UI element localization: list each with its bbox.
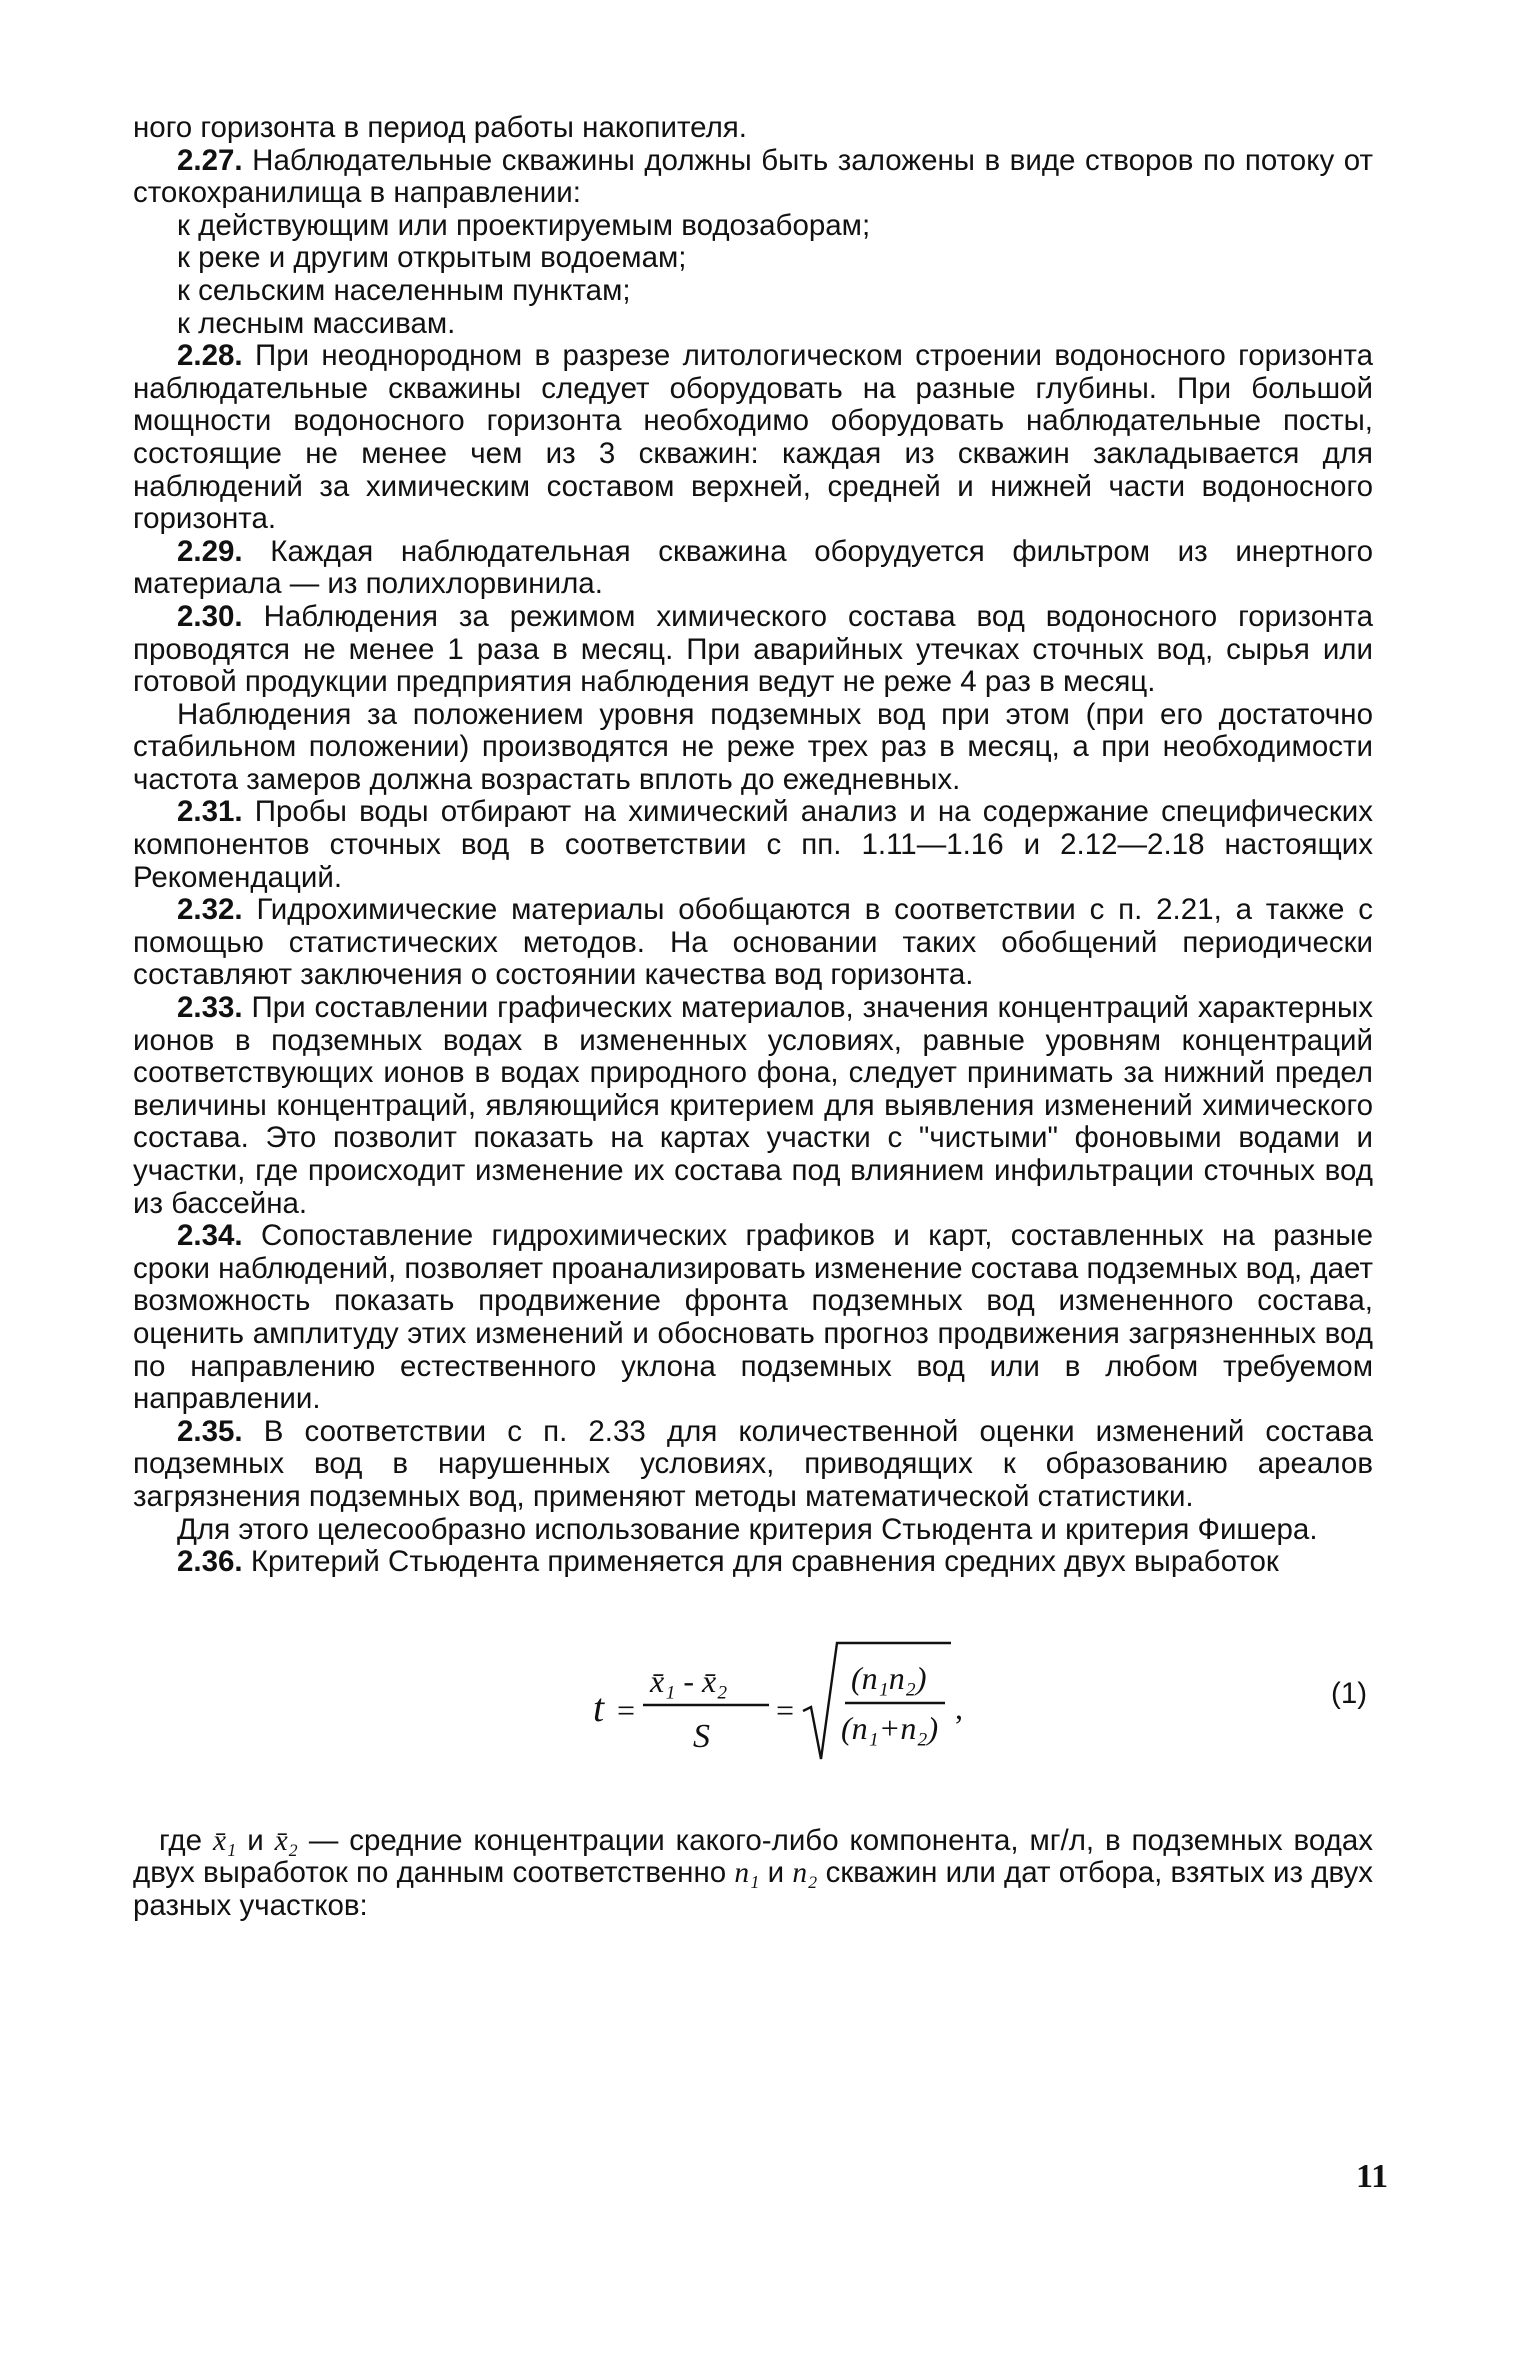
paragraph-2-28	[133, 340, 1373, 536]
page-number: 11	[1356, 2158, 1389, 2195]
paragraph-2-31	[133, 796, 1373, 894]
document-page	[133, 112, 1373, 1923]
where-word: где	[159, 1823, 203, 1857]
formula-equals-2: =	[776, 1691, 795, 1728]
where-text: — средние концентрации какого-либо компонента, мг/л, в подземных водах двух выработок по данным соответственно	[133, 1823, 1373, 1890]
paragraph-text: При неоднородном в разрезе литологическом строении водоносного горизонта наблюдательные скважины следует оборудовать на разные глубины. При большой мощности водоносного горизонта необходимо оборудовать наблюдательные посты, состоящие не менее чем из 3 скважин: каждая из скважин закладывается для наблюдений за химическим составом верхней, средней и нижней части водоносного горизонта.	[133, 339, 1373, 536]
variable-n2: n₂	[792, 1857, 818, 1890]
paragraph-text: При составлении графических материалов, значения концентраций характерных ионов в подземных водах в измененных условиях, равные уровням концентраций соответствующих ионов в водах природного фона, следует принимать за нижний предел величины концентраций, являющийся критерием для выявления изменений химического состава. Это позволит показать на картах участки с "чистыми" фоновыми водами и участки, где происходит изменение их состава под влиянием инфильтрации сточных вод из бассейна.	[133, 991, 1373, 1220]
paragraph-text: Гидрохимические материалы обобщаются в соответствии с п. 2.21, а также с помощью статистических методов. На основании таких обобщений периодически составляют заключения о состоянии качества вод горизонта.	[133, 893, 1374, 992]
paragraph-number: 2.36.	[177, 1545, 243, 1579]
formula-comma: ,	[955, 1689, 963, 1726]
where-text-2: скважин или дат отбора, взятых из двух разных участков:	[133, 1856, 1373, 1922]
list-item: к действующим или проектируемым водозаборам;	[177, 208, 871, 242]
paragraph-number: 2.28.	[177, 339, 243, 373]
paragraph-2-36	[133, 1546, 1373, 1579]
paragraph-number: 2.32.	[177, 893, 243, 927]
formula-number: (1)	[1331, 1676, 1368, 1710]
formula-graphic	[133, 1635, 1373, 1785]
radical-denominator: (n₁+n₂)	[841, 1709, 939, 1746]
paragraph-text: В соответствии с п. 2.33 для количественной оценки изменений состава подземных вод в нарушенных условиях, приводящих к образованию ареалов загрязнения подземных вод, применяют методы математической статистики.	[133, 1414, 1373, 1513]
formula-lhs: t	[593, 1684, 605, 1730]
variable-x2: x̄₂	[274, 1824, 298, 1857]
formula-equals: =	[617, 1691, 636, 1728]
paragraph-text: Пробы воды отбирают на химический анализ и на содержание специфических компонентов сточных вод в соответствии с пп. 1.11—1.16 и 2.12—2.18 настоящих Рекомендаций.	[133, 795, 1373, 894]
paragraph-2-35-continued: Для этого целесообразно использование критерия Стьюдента и критерия Фишера.	[177, 1512, 1318, 1546]
paragraph-number: 2.29.	[177, 534, 243, 568]
paragraph-2-35	[133, 1416, 1373, 1514]
radical-numerator: (n₁n₂)	[851, 1659, 927, 1696]
paragraph-number: 2.30.	[177, 599, 243, 633]
paragraph-text: Критерий Стьюдента применяется для сравнения средних двух выработок	[250, 1545, 1279, 1579]
paragraph-2-33	[133, 992, 1373, 1220]
paragraph-2-30-continued: Наблюдения за положением уровня подземных вод при этом (при его достаточно стабильном положении) производятся не реже трех раз в месяц, а при необходимости частота замеров должна возрастать вплоть до ежедневных.	[133, 697, 1373, 796]
formula-numerator: x̄₁ - x̄₂	[650, 1662, 728, 1699]
paragraph-text: Наблюдения за режимом химического состава вод водоносного горизонта проводятся не менее 1 раза в месяц. При аварийных утечках сточных вод, сырья или готовой продукции предприятия наблюдения ведут не реже 4 раз в месяц.	[133, 599, 1373, 699]
variable-x1: x̄₁	[212, 1824, 237, 1857]
paragraph-number: 2.34.	[177, 1219, 243, 1253]
paragraph-number: 2.27.	[177, 143, 243, 177]
formula-denominator: S	[693, 1717, 710, 1755]
paragraph-2-30	[133, 601, 1373, 699]
where-and-2: и	[767, 1856, 785, 1890]
paragraph-number: 2.35.	[177, 1414, 243, 1448]
continuation-paragraph: ного горизонта в период работы накопителя.	[133, 111, 747, 144]
list-item: к сельским населенным пунктам;	[177, 273, 631, 307]
variable-n1: n₁	[734, 1857, 760, 1890]
where-and: и	[247, 1823, 264, 1857]
paragraph-2-27	[133, 145, 1373, 210]
paragraph-number: 2.33.	[177, 991, 243, 1025]
paragraph-text: Наблюдательные скважины должны быть заложены в виде створов по потоку от стокохранилища в направлении:	[133, 143, 1373, 210]
paragraph-2-29	[133, 536, 1373, 601]
paragraph-text: Сопоставление гидрохимических графиков и карт, составленных на разные сроки наблюдений, позволяет проанализировать изменение состава подземных вод, дает возможность показать продвижение фронта подземных вод измененного состава, оценить амплитуду этих изменений и обосновать прогноз продвижения загрязненных вод по направлению естественного уклона подземных вод или в любом требуемом направлении.	[133, 1219, 1373, 1416]
list-item: к лесным массивам.	[177, 306, 456, 340]
paragraph-number: 2.31.	[177, 795, 243, 829]
list-item: к реке и другим открытым водоемам;	[177, 241, 687, 275]
paragraph-2-32	[133, 894, 1373, 992]
formula-1	[133, 1635, 1373, 1785]
paragraph-2-34	[133, 1220, 1373, 1416]
where-paragraph	[133, 1825, 1373, 1923]
paragraph-text: Каждая наблюдательная скважина оборудуется фильтром из инертного материала — из полихлорвинила.	[133, 534, 1373, 601]
